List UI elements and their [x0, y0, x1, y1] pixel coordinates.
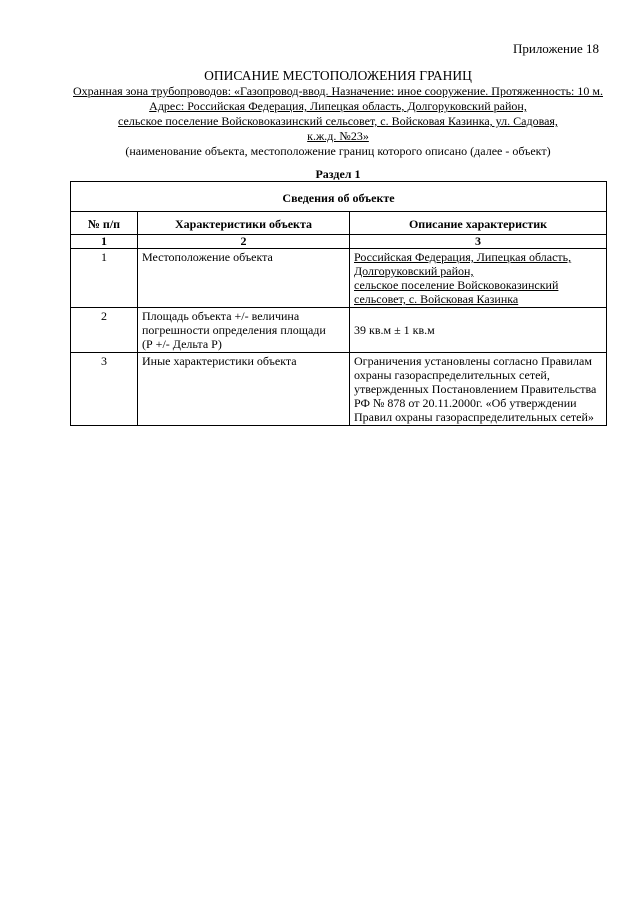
- characteristic-line: Площадь объекта +/- величина: [142, 309, 300, 323]
- row-number: 1: [71, 249, 138, 308]
- object-name-line-1: Охранная зона трубопроводов: «Газопровод-ввод. Назначение: иное сооружение. Протяженность: 10 м.: [73, 84, 603, 98]
- characteristic-line: погрешности определения площади: [142, 323, 326, 337]
- description-line: охраны газораспределительных сетей,: [354, 368, 550, 382]
- row-characteristic: Иные характеристики объекта: [138, 353, 350, 426]
- column-number-row: [71, 235, 607, 249]
- object-name-line-3: сельское поселение Войсковоказинский сельсовет, с. Войсковая Казинка, ул. Садовая,: [118, 114, 558, 128]
- column-header-description: Описание характеристик: [350, 212, 607, 235]
- column-header-number: № п/п: [71, 212, 138, 235]
- object-name-line-4: к.ж.д. №23»: [307, 129, 369, 143]
- description-line: РФ № 878 от 20.11.2000г. «Об утверждении: [354, 396, 577, 410]
- appendix-label: Приложение 18: [512, 41, 599, 56]
- characteristic-line: (Р +/- Дельта Р): [142, 337, 222, 351]
- description-line: Российская Федерация, Липецкая область,: [354, 250, 572, 264]
- row-number: 3: [71, 353, 138, 426]
- row-characteristic: [138, 308, 350, 353]
- table-banner: Сведения об объекте: [71, 182, 607, 212]
- description-line: утвержденных Постановлением Правительства: [354, 382, 597, 396]
- table-row: [71, 249, 607, 308]
- table-row: [71, 308, 607, 353]
- object-caption: (наименование объекта, местоположение границ которого описано (далее - объект): [125, 144, 551, 158]
- row-characteristic: Местоположение объекта: [138, 249, 350, 308]
- section-title: Раздел 1: [315, 167, 361, 181]
- description-line: Долгоруковский район,: [354, 264, 474, 278]
- object-info-table: [70, 181, 607, 426]
- row-description: [350, 353, 607, 426]
- column-header-characteristic: Характеристики объекта: [138, 212, 350, 235]
- column-number-2: 2: [138, 235, 350, 249]
- description-line: Правил охраны газораспределительных сетей»: [354, 410, 594, 424]
- row-description: [350, 249, 607, 308]
- column-number-3: 3: [350, 235, 607, 249]
- description-line: Ограничения установлены согласно Правилам: [354, 354, 592, 368]
- column-number-1: 1: [71, 235, 138, 249]
- table-row: [71, 353, 607, 426]
- object-name-line-2: Адрес: Российская Федерация, Липецкая область, Долгоруковский район,: [149, 99, 527, 113]
- row-number: 2: [71, 308, 138, 353]
- description-line: сельское поселение Войсковоказинский: [354, 278, 559, 292]
- document-title: ОПИСАНИЕ МЕСТОПОЛОЖЕНИЯ ГРАНИЦ: [204, 68, 472, 83]
- description-line: сельсовет, с. Войсковая Казинка: [354, 292, 519, 306]
- row-description: 39 кв.м ± 1 кв.м: [350, 308, 607, 353]
- title-block: [70, 67, 606, 159]
- table-header-row: [71, 212, 607, 235]
